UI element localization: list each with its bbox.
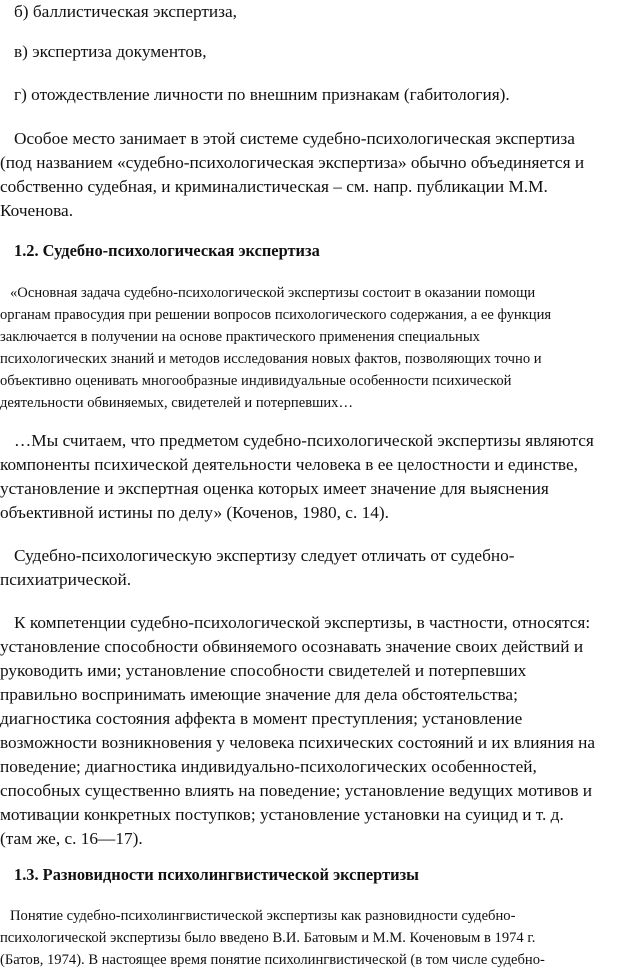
paragraph-line: установление способности обвиняемого осознавать значение своих действий и <box>0 637 584 656</box>
quote-line: объективно оценивать многообразные индивидуальные особенности психической <box>0 373 512 389</box>
quote-line: психологических знаний и методов исследования новых фактов, позволяющих точно и <box>0 351 542 367</box>
list-item: в) экспертиза документов, <box>14 42 207 61</box>
paragraph-line: психиатрической. <box>0 570 132 589</box>
quote-line: органам правосудия при решении вопросов психологического содержания, а ее функция <box>0 307 552 323</box>
paragraph-line: способных существенно влиять на поведение; установление ведущих мотивов и <box>0 781 593 800</box>
list-item: б) баллистическая экспертиза, <box>14 2 237 21</box>
paragraph-line: диагностика состояния аффекта в момент преступления; установление <box>0 709 523 728</box>
paragraph-line: (под названием «судебно-психологическая экспертиза» обычно объединяется и <box>0 153 585 172</box>
quote-line: деятельности обвиняемых, свидетелей и потерпевших… <box>0 395 354 411</box>
paragraph-line: руководить ими; установление способности свидетелей и потерпевших <box>0 661 527 680</box>
paragraph-line: Понятие судебно-психолингвистической экспертизы как разновидности судебно- <box>10 908 516 924</box>
paragraph-line: (там же, с. 16—17). <box>0 829 143 848</box>
paragraph-line: …Мы считаем, что предметом судебно-психологической экспертизы являются <box>14 431 594 450</box>
paragraph-line: поведение; диагностика индивидуально-психологических особенностей, <box>0 757 537 776</box>
paragraph-line: К компетенции судебно-психологической экспертизы, в частности, относятся: <box>14 613 591 632</box>
paragraph-line: собственно судебная, и криминалистическая – см. напр. публикации М.М. <box>0 177 548 196</box>
quote-line: «Основная задача судебно-психологической экспертизы состоит в оказании помощи <box>10 285 536 301</box>
paragraph-line: возможности возникновения у человека психических состояний и их влияния на <box>0 733 596 752</box>
paragraph-line: психологической экспертизы было введено В.И. Батовым и М.М. Коченовым в 1974 г. <box>0 930 536 946</box>
paragraph-line: объективной истины по делу» (Коченов, 1980, с. 14). <box>0 503 389 522</box>
paragraph-line: (Батов, 1974). В настоящее время понятие психолингвистической (в том числе судебно- <box>0 952 545 968</box>
quote-line: заключается в получении на основе практического применения специальных <box>0 329 480 345</box>
section-heading: 1.2. Судебно-психологическая экспертиза <box>14 241 320 260</box>
paragraph-line: правильно воспринимать имеющие значение для дела обстоятельства; <box>0 685 518 704</box>
list-item: г) отождествление личности по внешним признакам (габитология). <box>14 85 510 104</box>
paragraph-line: Судебно-психологическую экспертизу следует отличать от судебно- <box>14 546 515 565</box>
paragraph-line: Особое место занимает в этой системе судебно-психологическая экспертиза <box>14 129 575 148</box>
section-heading: 1.3. Разновидности психолингвистической экспертизы <box>14 865 419 884</box>
paragraph-line: мотивации конкретных поступков; установление установки на суицид и т. д. <box>0 805 564 824</box>
paragraph-line: установление и экспертная оценка которых имеет значение для выяснения <box>0 479 549 498</box>
paragraph-line: Коченова. <box>0 201 74 220</box>
paragraph-line: компоненты психической деятельности человека в ее целостности и единстве, <box>0 455 578 474</box>
